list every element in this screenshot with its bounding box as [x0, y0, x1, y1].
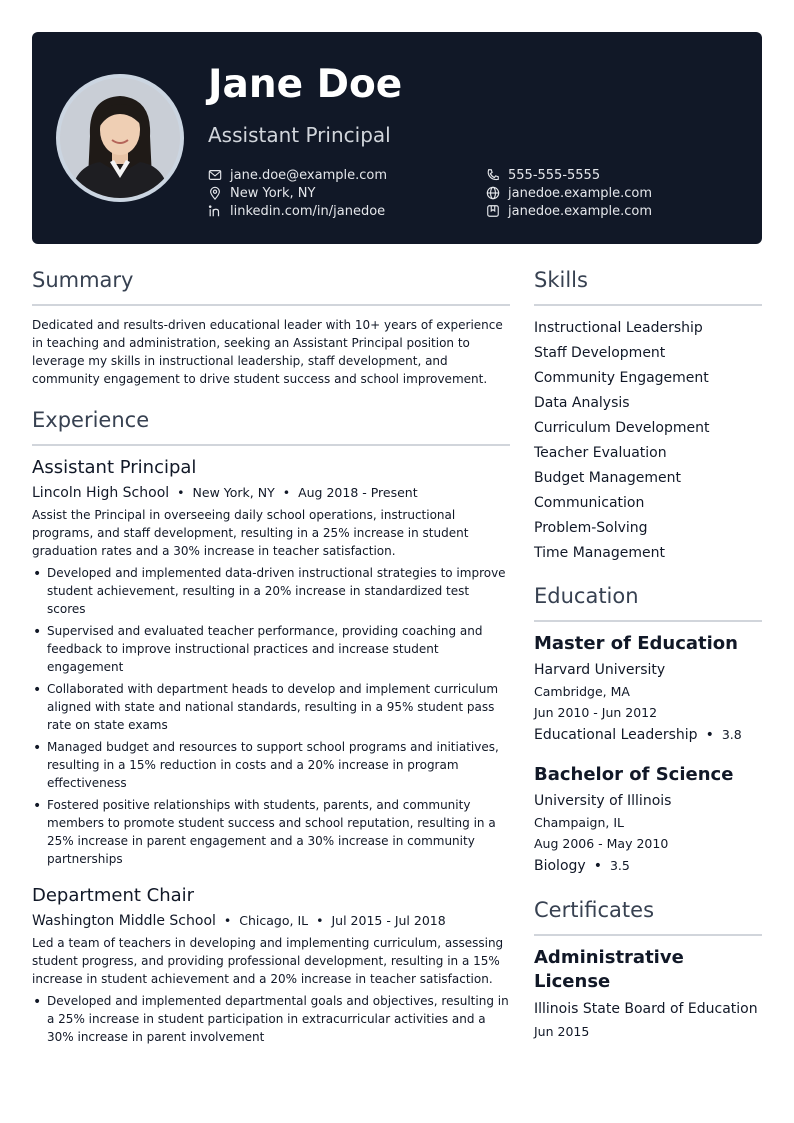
job-dates: Aug 2018 - Present [298, 485, 418, 500]
list-item: • Supervised and evaluated teacher performance, providing coaching and feedback to improve instructional practices and increase student engagement [32, 622, 510, 676]
education-field [534, 856, 762, 876]
education-entry [534, 763, 762, 876]
education-dates: Aug 2006 - May 2010 [534, 836, 669, 851]
education-gpa: 3.5 [609, 858, 630, 873]
mail-icon [208, 168, 222, 182]
job-title: Department Chair [32, 885, 195, 906]
education-field [534, 725, 762, 745]
job-title: Assistant Principal [32, 457, 197, 478]
skill-item: Teacher Evaluation [534, 445, 667, 461]
left-column [32, 266, 510, 1050]
education-degree: Bachelor of Science [534, 764, 734, 785]
education-heading: Education [534, 582, 762, 622]
education-location: Champaign, IL [534, 815, 625, 830]
linkedin-icon [208, 204, 222, 218]
skill-item: Data Analysis [534, 395, 630, 411]
job-org: Washington Middle School [32, 913, 216, 929]
contact-email[interactable] [208, 166, 387, 184]
skill-item: Communication [534, 495, 645, 511]
list-item: • Collaborated with department heads to develop and implement curriculum aligned with state and national standards, resulting in a 95% student pass rate on state exams [32, 680, 510, 734]
resume-header [32, 32, 762, 244]
list-item: • Fostered positive relationships with students, parents, and community members to promote student success and school reputation, resulting in a 25% increase in parent engagement and a 30% increase in community partnerships [32, 796, 510, 868]
certificate-date: Jun 2015 [534, 1024, 590, 1039]
portfolio-text: janedoe.example.com [508, 203, 653, 219]
job-summary: Led a team of teachers in developing and implementing curriculum, assessing student progress, and providing professional development, resulting in a 15% increase in student achievement and a 20% increase in teacher satisfaction. [32, 936, 504, 986]
certificate-name: Administrative License [534, 947, 684, 992]
contact-portfolio[interactable] [486, 202, 652, 220]
website-text: janedoe.example.com [508, 185, 653, 201]
location-pin-icon [208, 186, 222, 200]
summary-text: Dedicated and results-driven educational leader with 10+ years of experience in teaching and administration, seeking an Assistant Principal position to leverage my skills in instructional leadership, staff development, and community engagement to drive student success and school improvement. [32, 318, 503, 386]
education-location: Cambridge, MA [534, 684, 630, 699]
contact-phone[interactable] [486, 166, 600, 184]
skill-item: Curriculum Development [534, 420, 710, 436]
skill-item: Staff Development [534, 345, 666, 361]
candidate-name: Jane Doe [208, 62, 403, 107]
job-meta [32, 912, 510, 930]
linkedin-text: linkedin.com/in/janedoe [230, 203, 386, 219]
contact-list [208, 166, 748, 226]
job-location: Chicago, IL [239, 913, 309, 928]
separator-dot: • [705, 727, 714, 743]
job-org: Lincoln High School [32, 485, 170, 501]
certificates-heading: Certificates [534, 896, 762, 936]
phone-text: 555-555-5555 [508, 167, 601, 183]
skills-heading: Skills [534, 266, 762, 306]
education-degree: Master of Education [534, 633, 738, 654]
summary-heading: Summary [32, 266, 510, 306]
phone-icon [486, 168, 500, 182]
job-entry [32, 456, 510, 868]
globe-icon [486, 186, 500, 200]
bookmark-icon [486, 204, 500, 218]
job-bullets [32, 564, 510, 868]
candidate-role: Assistant Principal [208, 123, 391, 147]
skill-item: Instructional Leadership [534, 320, 703, 336]
certificate-issuer: Illinois State Board of Education [534, 1001, 758, 1017]
job-location: New York, NY [192, 485, 275, 500]
contact-website[interactable] [486, 184, 652, 202]
profile-photo-illustration [60, 78, 180, 198]
separator-dot: • [316, 913, 324, 928]
separator-dot: • [593, 858, 602, 874]
skill-item: Time Management [534, 545, 665, 561]
list-item: • Managed budget and resources to support school programs and initiatives, resulting in a 15% reduction in costs and a 20% increase in program effectiveness [32, 738, 510, 792]
job-entry [32, 884, 510, 1046]
education-gpa: 3.8 [721, 727, 742, 742]
education-field-name: Educational Leadership [534, 727, 698, 743]
job-meta [32, 484, 510, 502]
education-school: University of Illinois [534, 793, 672, 809]
skill-item: Problem-Solving [534, 520, 648, 536]
separator-dot: • [223, 913, 232, 928]
experience-heading: Experience [32, 406, 510, 446]
location-text: New York, NY [230, 185, 316, 201]
job-bullets [32, 992, 510, 1046]
separator-dot: • [177, 485, 185, 500]
education-school: Harvard University [534, 662, 666, 678]
contact-linkedin[interactable] [208, 202, 385, 220]
skills-list [534, 316, 762, 566]
education-dates: Jun 2010 - Jun 2012 [534, 705, 658, 720]
list-item: • Developed and implemented data-driven instructional strategies to improve student achievement, resulting in a 20% increase in standardized test scores [32, 564, 510, 618]
education-entry [534, 632, 762, 745]
email-text: jane.doe@example.com [230, 167, 388, 183]
job-summary: Assist the Principal in overseeing daily school operations, instructional programs, and staff development, resulting in a 25% increase in student graduation rates and a 30% increase in teacher satisfaction. [32, 508, 469, 558]
job-dates: Jul 2015 - Jul 2018 [331, 913, 446, 928]
contact-location [208, 184, 315, 202]
right-column [534, 266, 762, 1043]
skill-item: Budget Management [534, 470, 682, 486]
list-item: • Developed and implemented departmental goals and objectives, resulting in a 25% increase in student participation in extracurricular activities and a 30% increase in parent involvement [32, 992, 510, 1046]
education-field-name: Biology [534, 858, 586, 874]
profile-photo [56, 74, 184, 202]
skill-item: Community Engagement [534, 370, 709, 386]
certificate-entry [534, 946, 762, 1041]
separator-dot: • [282, 485, 291, 500]
